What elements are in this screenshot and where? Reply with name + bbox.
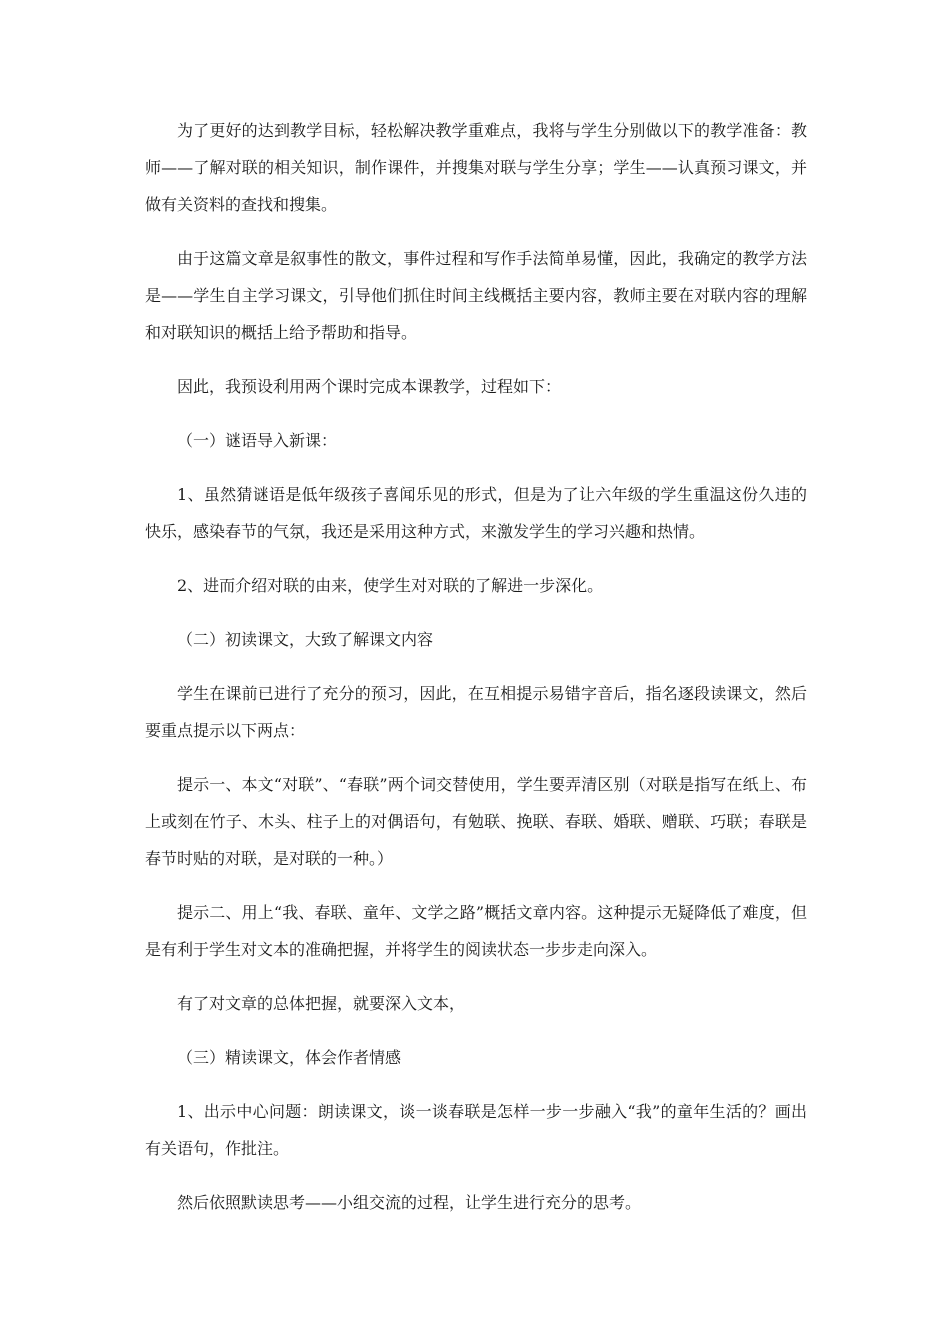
paragraph-preparation: 为了更好的达到教学目标，轻松解决教学重难点，我将与学生分别做以下的教学准备：教师——了解对联的相关知识，制作课件，并搜集对联与学生分享；学生——认真预习课文，并做有关资料的查找和搜集。	[145, 121, 807, 214]
paragraph-riddle-1: 1、虽然猜谜语是低年级孩子喜闻乐见的形式，但是为了让六年级的学生重温这份久违的快乐，感染春节的气氛，我还是采用这种方式，来激发学生的学习兴趣和热情。	[145, 485, 807, 541]
paragraph-riddle-2: 2、进而介绍对联的由来，使学生对对联的了解进一步深化。	[177, 576, 604, 595]
paragraph-group-discussion: 然后依照默读思考——小组交流的过程，让学生进行充分的思考。	[177, 1193, 642, 1212]
paragraph-hint-1: 提示一、本文“对联”、“春联”两个词交替使用，学生要弄清区别（对联是指写在纸上、布上或刻在竹子、木头、柱子上的对偶语句，有勉联、挽联、春联、婚联、赠联、巧联；春联是春节时贴的对联，是对联的一种。）	[145, 775, 807, 868]
paragraph-central-question: 1、出示中心问题：朗读课文，谈一谈春联是怎样一步一步融入“我”的童年生活的？画出有关语句，作批注。	[145, 1102, 807, 1158]
section-heading-2: （二）初读课文，大致了解课文内容	[177, 630, 434, 649]
paragraph-hint-2: 提示二、用上“我、春联、童年、文学之路”概括文章内容。这种提示无疑降低了难度，但是有利于学生对文本的准确把握，并将学生的阅读状态一步步走向深入。	[145, 903, 807, 959]
paragraph-process-intro: 因此，我预设利用两个课时完成本课教学，过程如下：	[177, 377, 562, 396]
document-body	[145, 112, 807, 1238]
section-heading-3: （三）精读课文，体会作者情感	[177, 1048, 402, 1067]
paragraph-transition: 有了对文章的总体把握，就要深入文本，	[177, 994, 466, 1013]
section-heading-1: （一）谜语导入新课：	[177, 431, 338, 450]
paragraph-teaching-method: 由于这篇文章是叙事性的散文，事件过程和写作手法简单易懂，因此，我确定的教学方法是——学生自主学习课文，引导他们抓住时间主线概括主要内容，教师主要在对联内容的理解和对联知识的概括上给予帮助和指导。	[145, 249, 807, 342]
paragraph-first-reading: 学生在课前已进行了充分的预习，因此，在互相提示易错字音后，指名逐段读课文，然后要重点提示以下两点：	[145, 684, 807, 740]
